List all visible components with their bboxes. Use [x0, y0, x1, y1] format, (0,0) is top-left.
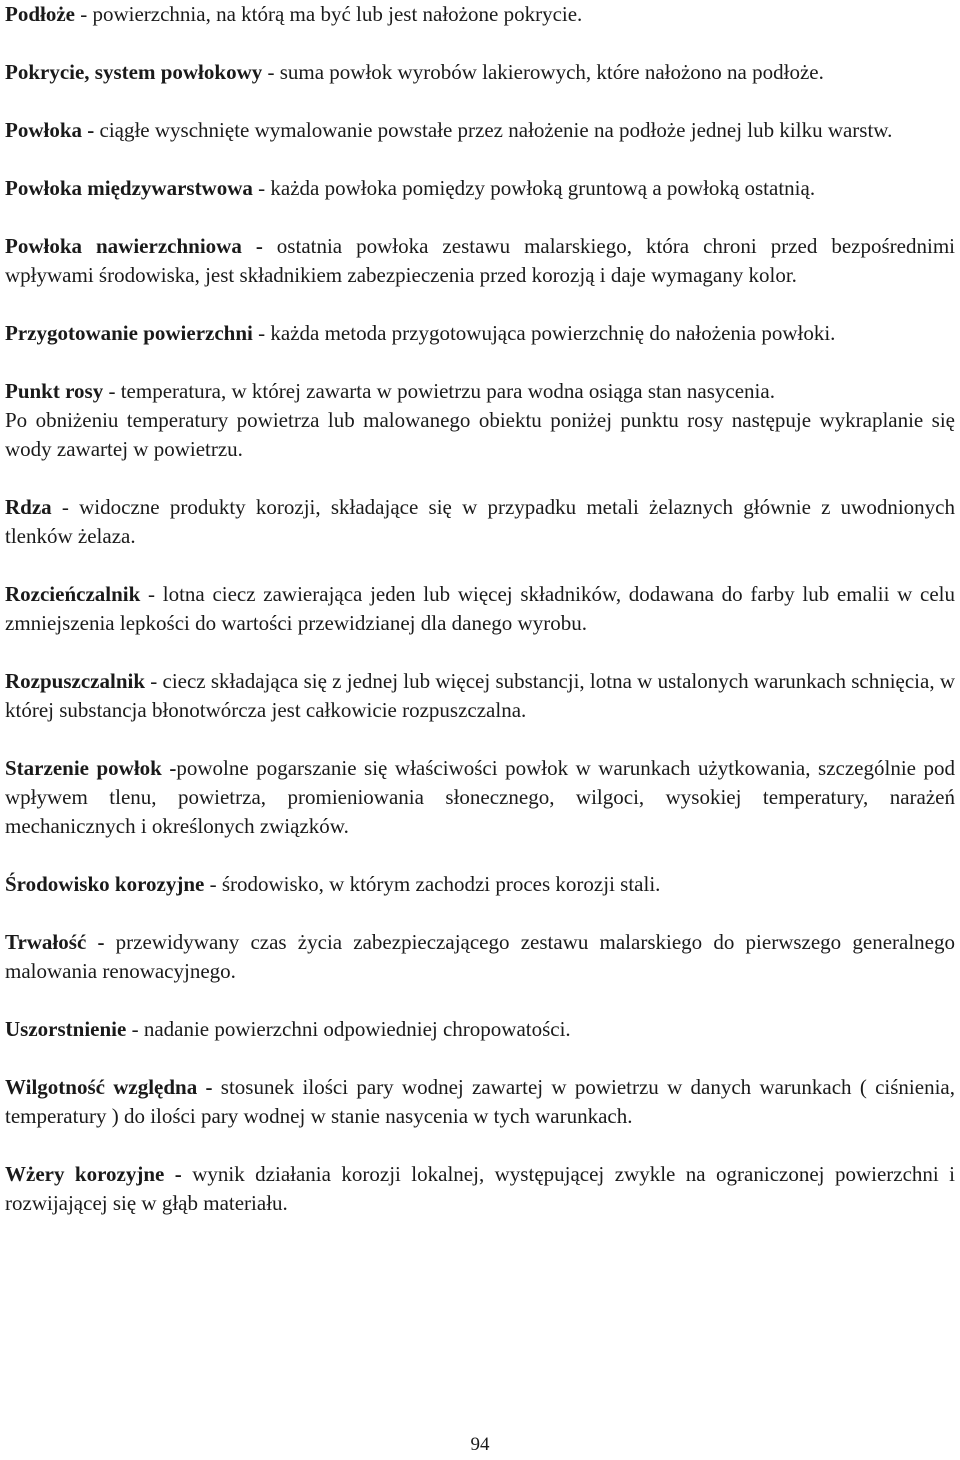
definition-entry-rozcienczalnik	[5, 580, 955, 638]
term: Pokrycie, system powłokowy	[5, 60, 263, 84]
term: Rdza	[5, 495, 52, 519]
definition-entry-podloze	[5, 0, 955, 29]
term: Starzenie powłok -	[5, 756, 177, 780]
term: Powłoka -	[5, 118, 95, 142]
definition: - ciecz składająca się z jednej lub więcej substancji, lotna w ustalonych warunkach schnięcia, w której substancja błonotwórcza jest całkowicie rozpuszczalna.	[5, 669, 955, 722]
definition: - lotna ciecz zawierająca jeden lub więcej składników, dodawana do farby lub emalii w celu zmniejszenia lepkości do wartości przewidzianej dla danego wyrobu.	[5, 582, 955, 635]
definition: - powierzchnia, na którą ma być lub jest nałożone pokrycie.	[74, 2, 583, 26]
definition: - każda metoda przygotowująca powierzchnię do nałożenia powłoki.	[252, 321, 836, 345]
definition: - każda powłoka pomiędzy powłoką gruntową a powłoką ostatnią.	[252, 176, 816, 200]
definition: - suma powłok wyrobów lakierowych, które nałożono na podłoże.	[262, 60, 824, 84]
definition-entry-powloka-miedzywarstwowa	[5, 174, 955, 203]
definition-entry-powloka	[5, 116, 955, 145]
definition-entry-uszorstnienie	[5, 1015, 955, 1044]
definition-entry-wilgotnosc-wzgledna	[5, 1073, 955, 1131]
page-number: 94	[470, 1434, 490, 1455]
term: Trwałość -	[5, 930, 105, 954]
definition: ostatnia powłoka zestawu malarskiego, która chroni przed bezpośrednimi wpływami środowiska, jest składnikiem zabezpieczenia przed korozją i daje wymagany kolor.	[5, 234, 955, 287]
term: Powłoka nawierzchniowa -	[5, 234, 263, 258]
definition-entry-srodowisko-korozyjne	[5, 870, 955, 899]
definition: - temperatura, w której zawarta w powietrzu para wodna osiąga stan nasycenia.	[103, 379, 775, 403]
definition-entry-przygotowanie-powierzchni	[5, 319, 955, 348]
term: Rozpuszczalnik	[5, 669, 146, 693]
definition: - widoczne produkty korozji, składające się w przypadku metali żelaznych głównie z uwodnionych tlenków żelaza.	[5, 495, 955, 548]
definition-entry-punkt-rosy-continuation	[5, 406, 955, 464]
term: Wżery korozyjne -	[5, 1162, 182, 1186]
definition: - nadanie powierzchni odpowiedniej chropowatości.	[126, 1017, 571, 1041]
definition-entry-rdza	[5, 493, 955, 551]
definition-entry-trwalosc	[5, 928, 955, 986]
definition-entry-pokrycie	[5, 58, 955, 87]
definition-entry-wzery-korozyjne	[5, 1160, 955, 1218]
term: Przygotowanie powierzchni	[5, 321, 253, 345]
definition: Po obniżeniu temperatury powietrza lub malowanego obiektu poniżej punktu rosy następuje wykraplanie się wody zawartej w powietrzu.	[5, 408, 955, 461]
definition-entry-starzenie-powlok	[5, 754, 955, 841]
term: Punkt rosy	[5, 379, 104, 403]
term: Wilgotność względna -	[5, 1075, 213, 1099]
term: Rozcieńczalnik	[5, 582, 141, 606]
term: Podłoże	[5, 2, 75, 26]
term: Uszorstnienie	[5, 1017, 127, 1041]
definition: wynik działania korozji lokalnej, występującej zwykle na ograniczonej powierzchni i rozwijającej się w głąb materiału.	[5, 1162, 956, 1215]
definition-entry-powloka-nawierzchniowa	[5, 232, 955, 290]
definition: ciągłe wyschnięte wymalowanie powstałe przez nałożenie na podłoże jednej lub kilku warstw.	[94, 118, 893, 142]
term: Środowisko korozyjne	[5, 872, 205, 896]
document-page	[5, 0, 955, 1218]
definition: - środowisko, w którym zachodzi proces korozji stali.	[204, 872, 661, 896]
term: Powłoka międzywarstwowa	[5, 176, 253, 200]
definition: stosunek ilości pary wodnej zawartej w powietrzu w danych warunkach ( ciśnienia, temperatury ) do ilości pary wodnej w stanie nasycenia w tych warunkach.	[5, 1075, 955, 1128]
definition: przewidywany czas życia zabezpieczającego zestawu malarskiego do pierwszego generalnego malowania renowacyjnego.	[5, 930, 955, 983]
definition-entry-punkt-rosy	[5, 377, 955, 406]
definition: powolne pogarszanie się właściwości powłok w warunkach użytkowania, szczególnie pod wpływem tlenu, powietrza, promieniowania słonecznego, wilgoci, wysokiej temperatury, narażeń mechanicznych i określonych związków.	[5, 756, 955, 838]
definition-entry-rozpuszczalnik	[5, 667, 955, 725]
